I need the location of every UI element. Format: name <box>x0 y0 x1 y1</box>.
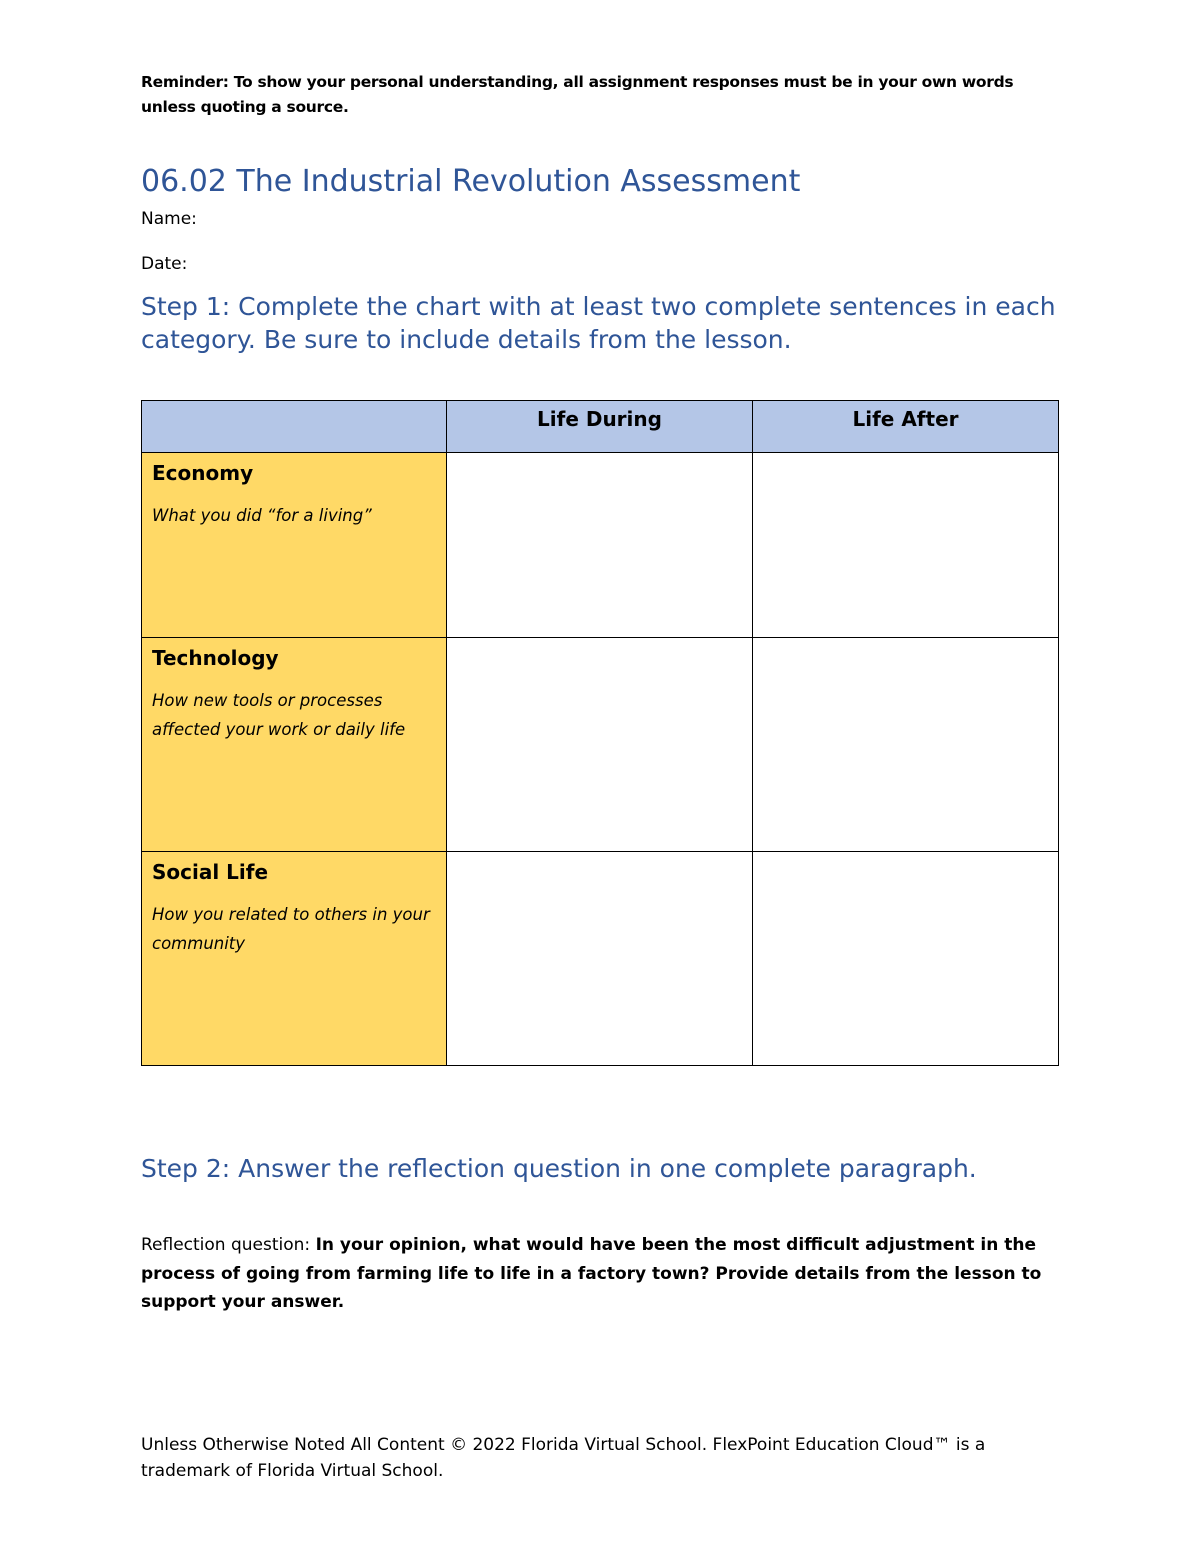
category-title: Economy <box>152 461 254 485</box>
step1-heading: Step 1: Complete the chart with at least two complete sentences in each category. Be sure to include details from the lesson. <box>141 292 1056 354</box>
chart-header-life-during: Life During <box>447 401 753 453</box>
chart-row-social-life <box>142 852 1059 1066</box>
category-description: How new tools or processes affected your work or daily life <box>152 691 406 739</box>
name-label: Name: <box>141 209 197 229</box>
answer-cell-social-during[interactable] <box>447 852 753 1066</box>
chart-header-life-after: Life After <box>753 401 1059 453</box>
page-title: 06.02 The Industrial Revolution Assessment <box>141 164 801 199</box>
chart-row-economy <box>142 453 1059 638</box>
category-cell-technology <box>142 638 447 852</box>
reflection-question <box>141 1231 1061 1317</box>
step2-heading: Step 2: Answer the reflection question in one complete paragraph. <box>141 1154 977 1183</box>
answer-cell-social-after[interactable] <box>753 852 1059 1066</box>
category-description: How you related to others in your community <box>152 905 430 953</box>
category-description: What you did “for a living” <box>152 506 372 525</box>
chart-header-row <box>142 401 1059 453</box>
chart-row-technology <box>142 638 1059 852</box>
date-label: Date: <box>141 254 188 274</box>
reflection-label: Reflection question: <box>141 1235 316 1255</box>
category-cell-economy <box>142 453 447 638</box>
answer-cell-technology-during[interactable] <box>447 638 753 852</box>
category-title: Social Life <box>152 860 269 884</box>
answer-cell-economy-during[interactable] <box>447 453 753 638</box>
chart-header-empty <box>142 401 447 453</box>
copyright-footer: Unless Otherwise Noted All Content © 2022 Florida Virtual School. FlexPoint Education Cloud™ is a trademark of Florida Virtual School. <box>141 1435 986 1481</box>
answer-cell-economy-after[interactable] <box>753 453 1059 638</box>
category-title: Technology <box>152 646 279 670</box>
answer-cell-technology-after[interactable] <box>753 638 1059 852</box>
comparison-chart <box>141 400 1059 1066</box>
reminder-text: Reminder: To show your personal understanding, all assignment responses must be in your own words unless quoting a source. <box>141 73 1014 116</box>
category-cell-social-life <box>142 852 447 1066</box>
reflection-question-text: In your opinion, what would have been the most difficult adjustment in the process of going from farming life to life in a factory town? Provide details from the lesson to support your answer. <box>141 1235 1042 1312</box>
